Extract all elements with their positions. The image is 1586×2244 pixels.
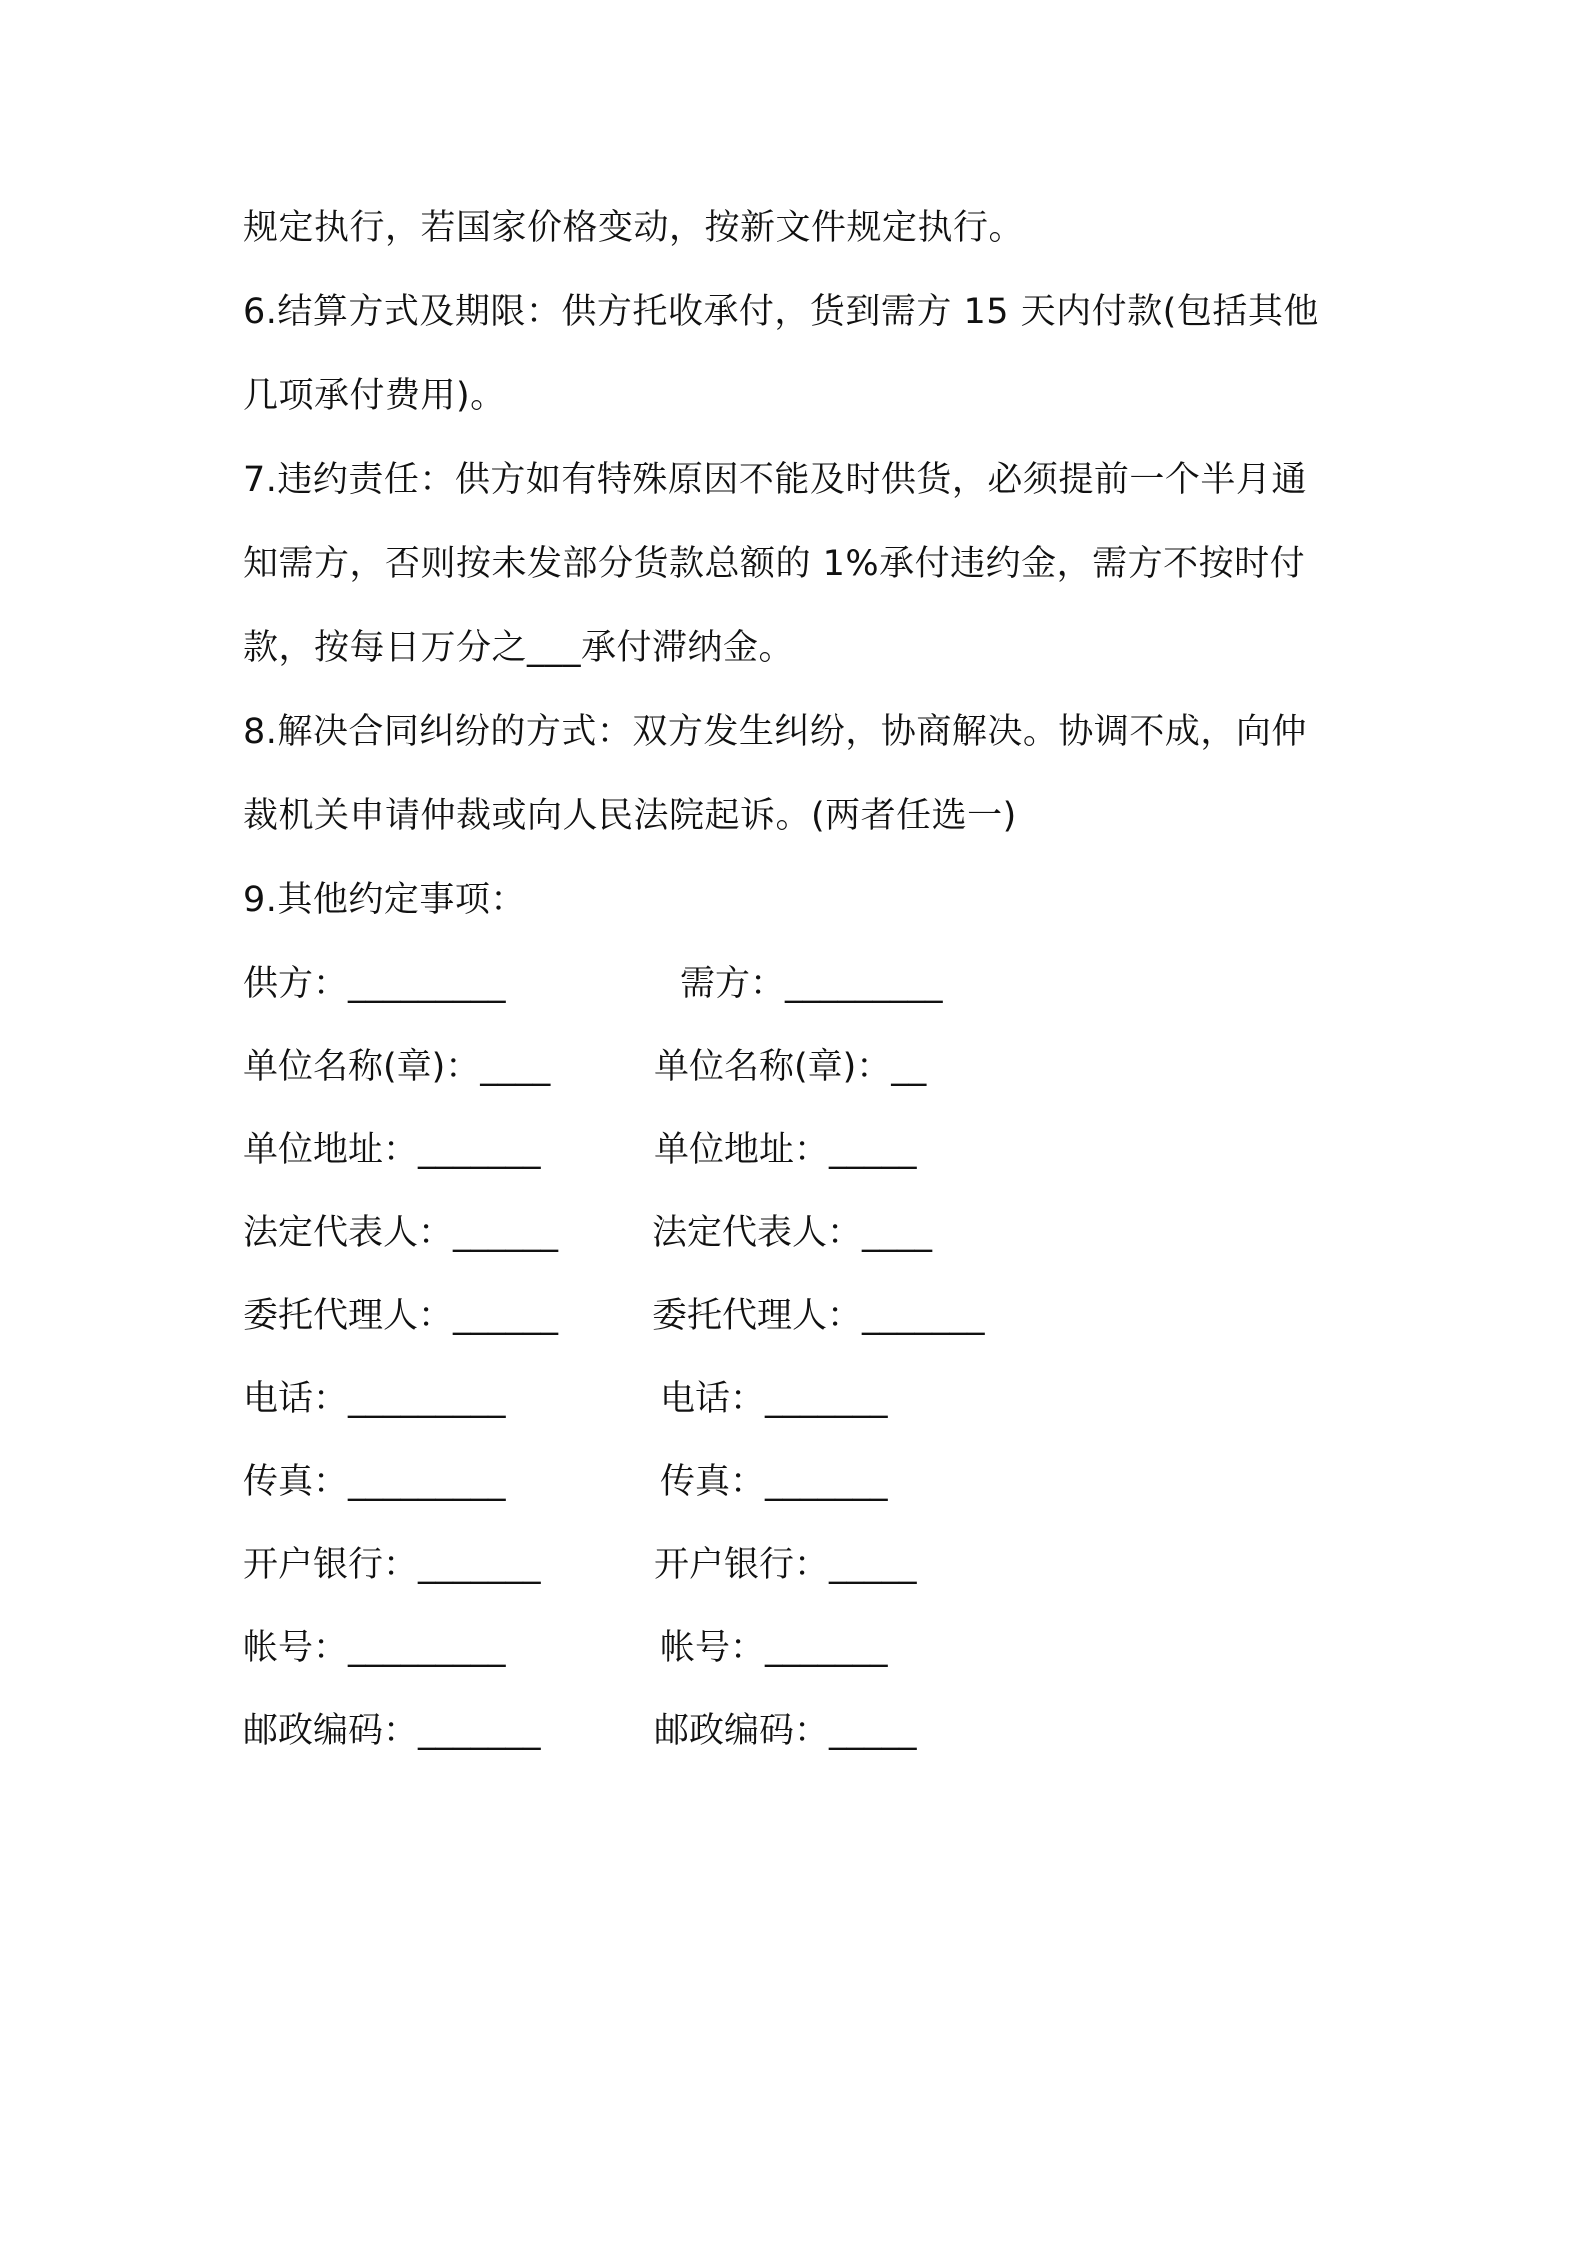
signature-right-field: 帐号：_______ xyxy=(660,1628,888,1668)
signature-row-agent xyxy=(0,1286,1586,1346)
signature-left-field: 邮政编码：_______ xyxy=(243,1711,541,1751)
paragraph-line-4: 7.违约责任：供方如有特殊原因不能及时供货，必须提前一个半月通 xyxy=(243,460,1307,500)
signature-row-phone xyxy=(0,1369,1586,1429)
paragraph-line-5: 知需方，否则按未发部分货款总额的 1%承付违约金，需方不按时付 xyxy=(243,544,1306,584)
paragraph-line-1: 规定执行，若国家价格变动，按新文件规定执行。 xyxy=(243,208,1025,248)
signature-right-field: 邮政编码：_____ xyxy=(654,1711,917,1751)
signature-left-field: 法定代表人：______ xyxy=(243,1213,559,1253)
signature-row-account xyxy=(0,1618,1586,1678)
paragraph-line-8: 裁机关申请仲裁或向人民法院起诉。(两者任选一) xyxy=(243,796,1017,836)
signature-row-fax xyxy=(0,1452,1586,1512)
signature-row-unit-name xyxy=(0,1037,1586,1097)
signature-left-field: 传真：_________ xyxy=(243,1462,506,1502)
signature-row-legal-rep xyxy=(0,1203,1586,1263)
signature-right-field: 开户银行：_____ xyxy=(654,1545,917,1585)
signature-right-field: 单位地址：_____ xyxy=(654,1130,917,1170)
signature-left-field: 单位地址：_______ xyxy=(243,1130,541,1170)
signature-row-supplier xyxy=(0,954,1586,1014)
paragraph-line-9: 9.其他约定事项： xyxy=(243,880,526,920)
signature-right-field: 电话：_______ xyxy=(660,1379,888,1419)
signature-left-field: 开户银行：_______ xyxy=(243,1545,541,1585)
signature-row-postcode xyxy=(0,1701,1586,1761)
paragraph-line-7: 8.解决合同纠纷的方式：双方发生纠纷，协商解决。协调不成，向仲 xyxy=(243,712,1307,752)
signature-row-bank xyxy=(0,1535,1586,1595)
signature-left-field: 供方：_________ xyxy=(243,964,506,1004)
signature-right-field: 传真：_______ xyxy=(660,1462,888,1502)
signature-left-field: 电话：_________ xyxy=(243,1379,506,1419)
paragraph-line-2: 6.结算方式及期限：供方托收承付，货到需方 15 天内付款(包括其他 xyxy=(243,292,1319,332)
signature-right-field: 法定代表人：____ xyxy=(652,1213,933,1253)
paragraph-line-6: 款，按每日万分之___承付滞纳金。 xyxy=(243,628,795,668)
signature-left-field: 单位名称(章)：____ xyxy=(243,1047,551,1087)
paragraph-line-3: 几项承付费用)。 xyxy=(243,376,506,416)
signature-left-field: 委托代理人：______ xyxy=(243,1296,559,1336)
signature-left-field: 帐号：_________ xyxy=(243,1628,506,1668)
signature-right-field: 单位名称(章)：__ xyxy=(654,1047,927,1087)
signature-row-unit-address xyxy=(0,1120,1586,1180)
signature-right-field: 需方：_________ xyxy=(680,964,943,1004)
signature-right-field: 委托代理人：_______ xyxy=(652,1296,985,1336)
